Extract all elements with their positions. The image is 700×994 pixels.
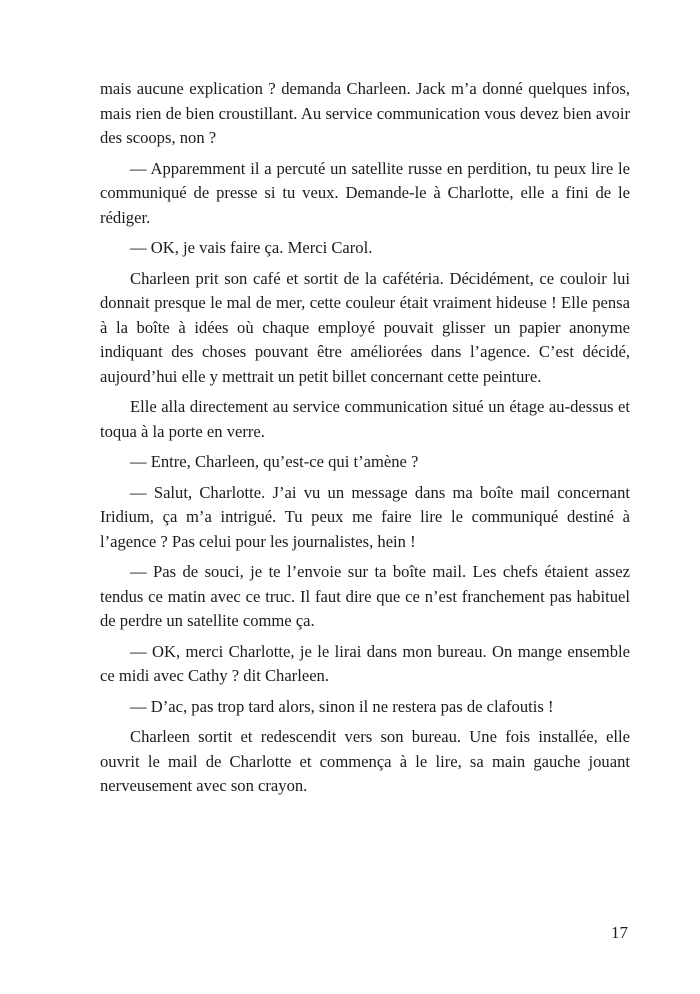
paragraph: — OK, merci Charlotte, je le lirai dans mon bureau. On mange ensemble ce midi avec Cathy ? dit Charleen. [100,641,630,685]
body-text [100,77,630,805]
paragraph: Charleen prit son café et sortit de la cafétéria. Décidément, ce couloir lui donnait presque le mal de mer, cette couleur était vraiment hideuse ! Elle pensa à la boîte à idées où chaque employé pouvait glisser un papier anonyme indiquant des choses pouvant être améliorées dans l’agence. C’est décidé, aujourd’hui elle y mettrait un petit billet concernant cette peinture. [100,268,630,386]
paragraph: mais aucune explication ? demanda Charleen. Jack m’a donné quelques infos, mais rien de bien croustillant. Au service communication vous devez bien avoir des scoops, non ? [100,79,630,147]
paragraph: — Apparemment il a percuté un satellite russe en perdition, tu peux lire le communiqué de presse si tu veux. Demande-le à Charlotte, elle a fini de le rédiger. [100,158,630,227]
paragraph: Charleen sortit et redescendit vers son bureau. Une fois installée, elle ouvrit le mail de Charlotte et commença à le lire, sa main gauche jouant nerveusement avec son crayon. [100,727,630,795]
page-number: 17 [611,923,628,942]
paragraph: — Pas de souci, je te l’envoie sur ta boîte mail. Les chefs étaient assez tendus ce matin avec ce truc. Il faut dire que ce n’est franchement pas habituel de perdre un satellite comme ça. [100,562,630,630]
paragraph: — Salut, Charlotte. J’ai vu un message dans ma boîte mail concernant Iridium, ça m’a intrigué. Tu peux me faire lire le communiqué destiné à l’agence ? Pas celui pour les journalistes, hein ! [100,482,630,551]
paragraph: — OK, je vais faire ça. Merci Carol. [130,238,373,257]
paragraph: Elle alla directement au service communication situé un étage au-dessus et toqua à la porte en verre. [100,397,630,441]
paragraph: — D’ac, pas trop tard alors, sinon il ne restera pas de clafoutis ! [130,696,554,716]
paragraph: — Entre, Charleen, qu’est-ce qui t’amène ? [130,452,419,471]
